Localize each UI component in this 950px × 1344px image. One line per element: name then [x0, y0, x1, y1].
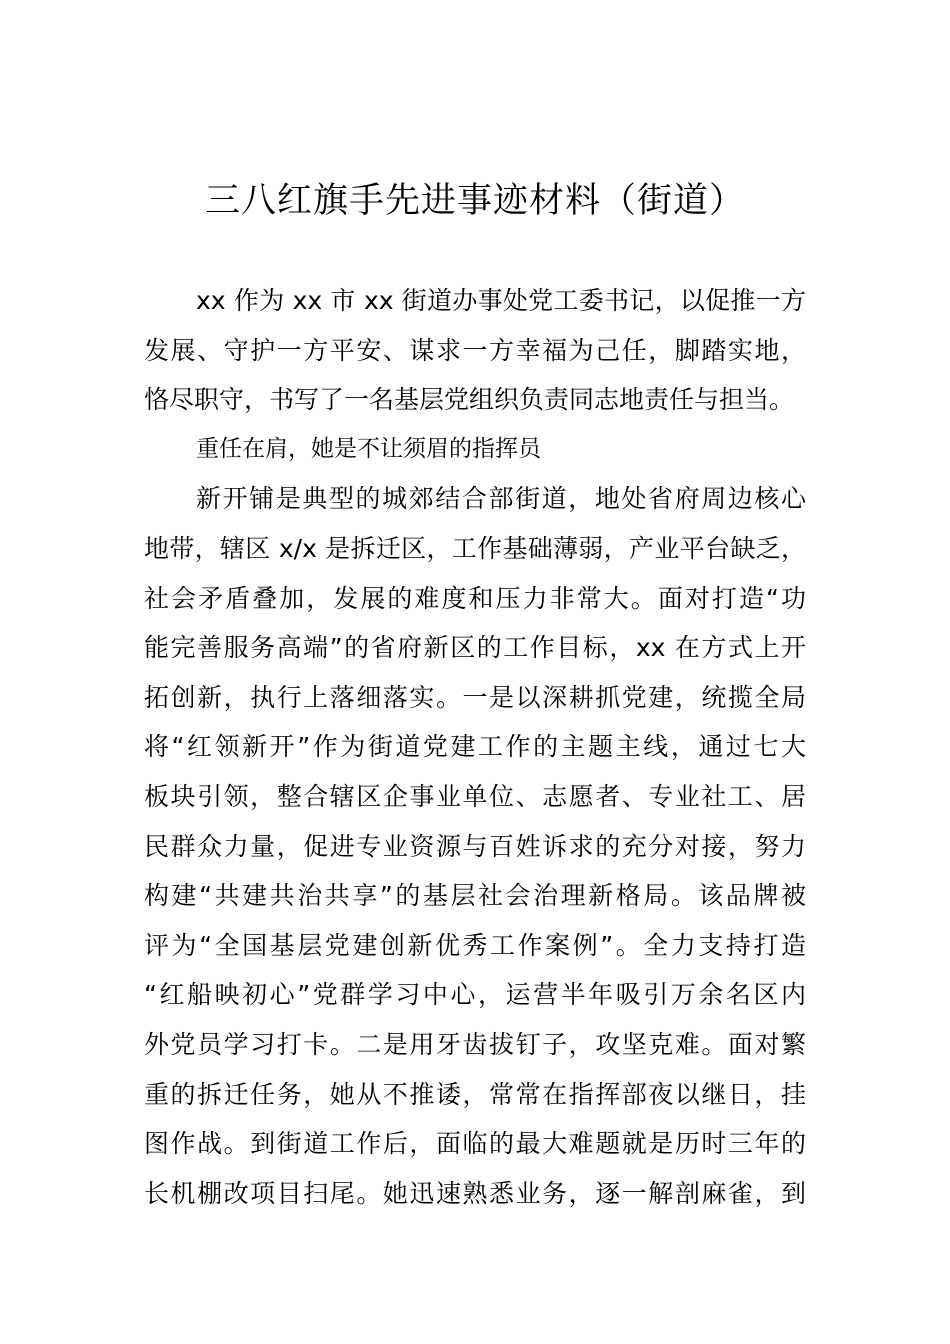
paragraph-line: 民群众力量，促进专业资源与百姓诉求的充分对接，努力	[144, 831, 806, 861]
paragraph-line: 长机棚改项目扫尾。她迅速熟悉业务，逐一解剖麻雀，到	[144, 1178, 806, 1208]
paragraph-line: “红船映初心”党群学习中心，运营半年吸引万余名区内	[144, 980, 806, 1010]
paragraph-line: 社会矛盾叠加，发展的难度和压力非常大。面对打造“功	[144, 583, 806, 613]
document-body	[144, 276, 806, 1218]
paragraph-line: 发展、守护一方平安、谋求一方幸福为己任，脚踏实地，	[144, 335, 806, 365]
paragraph-line: 地带，辖区 x/x 是拆迁区，工作基础薄弱，产业平台缺乏，	[144, 533, 806, 563]
paragraph-line: 新开铺是典型的城郊结合部街道，地处省府周边核心	[196, 484, 806, 514]
paragraph-line: xx 作为 xx 市 xx 街道办事处党工委书记，以促推一方	[196, 286, 806, 315]
paragraph-line: 板块引领，整合辖区企事业单位、志愿者、专业社工、居	[144, 781, 806, 811]
paragraph-line: 重的拆迁任务，她从不推诿，常常在指挥部夜以继日，挂	[144, 1079, 806, 1109]
paragraph-line: 拓创新，执行上落细落实。一是以深耕抓党建，统揽全局	[144, 682, 806, 712]
section-heading: 重任在肩，她是不让须眉的指挥员	[196, 435, 541, 462]
paragraph-line: 恪尽职守，书写了一名基层党组织负责同志地责任与担当。	[144, 385, 795, 415]
paragraph-line: 评为“全国基层党建创新优秀工作案例”。全力支持打造	[144, 930, 806, 960]
paragraph-line: 图作战。到街道工作后，面临的最大难题就是历时三年的	[144, 1129, 806, 1159]
paragraph-line: 能完善服务高端”的省府新区的工作目标，xx 在方式上开	[144, 633, 806, 663]
document-title: 三八红旗手先进事迹材料（街道）	[204, 181, 745, 221]
paragraph-line: 将“红领新开”作为街道党建工作的主题主线，通过七大	[144, 732, 806, 762]
paragraph-line: 构建“共建共治共享”的基层社会治理新格局。该品牌被	[144, 881, 806, 911]
paragraph-line: 外党员学习打卡。二是用牙齿拔钉子，攻坚克难。面对繁	[144, 1029, 806, 1059]
